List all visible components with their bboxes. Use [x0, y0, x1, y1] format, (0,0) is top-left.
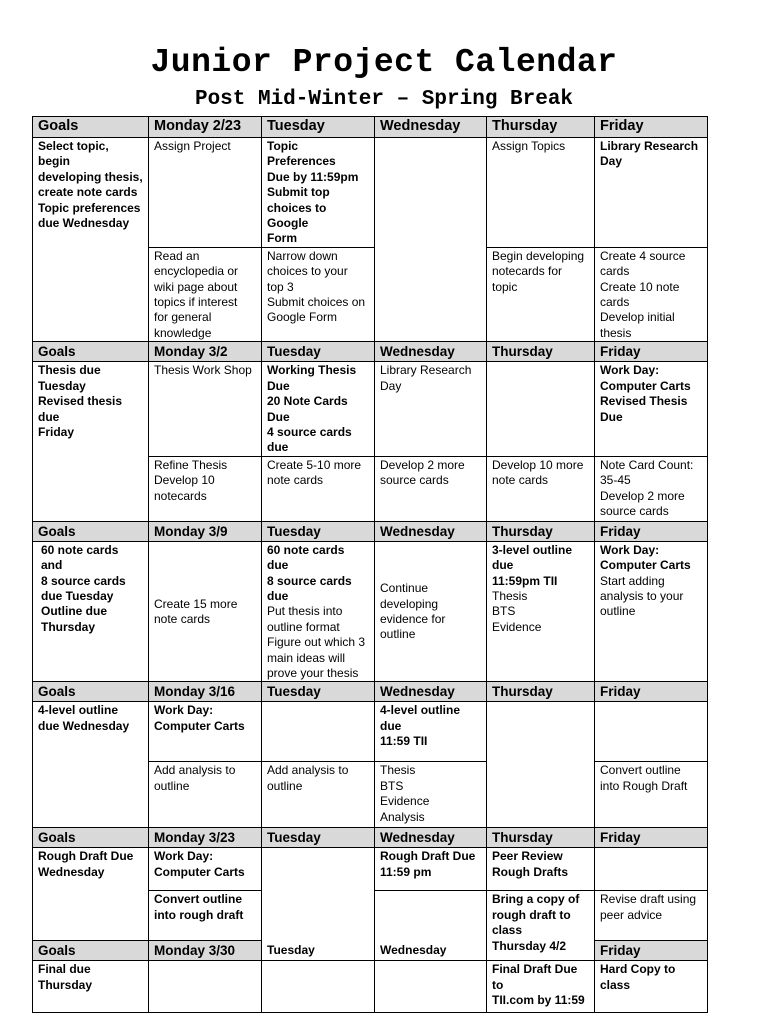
cell-line: Working Thesis [267, 363, 357, 378]
goal-cell [33, 541, 149, 682]
cell-line: outline [600, 604, 636, 619]
cell-line: Computer Carts [600, 378, 691, 393]
cell-line: Develop 2 more [380, 457, 465, 472]
day-cell [375, 541, 487, 682]
cell-line: outline [267, 778, 303, 793]
cell-line: Work Day: [154, 849, 214, 864]
week4-header-row [33, 682, 708, 702]
cell-line: Library Research [600, 139, 699, 153]
cell-line: wiki page about [154, 279, 238, 294]
cell-line: Read an [154, 248, 200, 263]
cell-line: due Wednesday [38, 216, 130, 231]
header-tuesday: Tuesday [267, 942, 315, 957]
day-cell-text [154, 597, 256, 628]
header-monday: Monday 3/9 [149, 521, 262, 541]
header-monday: Monday 3/16 [149, 682, 262, 702]
cell-line: Rough Draft Due [38, 849, 134, 864]
cell-line: Topic Preferences [267, 139, 336, 169]
cell-line: outline format [267, 619, 340, 634]
header-thursday: Thursday 4/2 [492, 938, 567, 953]
cell-line: Submit choices on [267, 295, 366, 310]
cell-line: Evidence [492, 619, 542, 634]
header-friday: Friday [595, 117, 708, 138]
cell-line: Figure out which 3 [267, 635, 366, 650]
day-cell [375, 138, 487, 342]
cell-line: Thesis Work Shop [154, 363, 252, 378]
cell-line: Develop 10 [154, 473, 215, 488]
day-cell [375, 456, 487, 521]
cell-line: Computer Carts [600, 558, 691, 573]
cell-line: Create 5-10 more [267, 457, 362, 472]
cell-line: top 3 [267, 279, 294, 294]
cell-line: rough draft to [492, 907, 571, 922]
header-thursday: Thursday [487, 521, 595, 541]
header-friday: Friday [595, 828, 708, 848]
day-cell [487, 848, 595, 891]
week2-header-row [33, 342, 708, 362]
day-cell [487, 541, 595, 682]
cell-line: Thesis due [38, 363, 101, 378]
day-cell-text [492, 589, 589, 635]
day-cell [487, 891, 595, 961]
cell-line: cards [600, 295, 630, 310]
cell-line: source cards [600, 503, 669, 518]
day-cell-text [492, 892, 589, 938]
cell-line: evidence for [380, 612, 446, 627]
cell-line: Due [600, 409, 623, 424]
cell-line: Day [600, 154, 623, 169]
cell-line: 11:59 pm [380, 864, 432, 879]
day-cell [487, 138, 595, 248]
day-cell [375, 891, 487, 961]
cell-line: Develop 2 more [600, 488, 685, 503]
cell-line: for general [154, 310, 212, 325]
cell-line: Peer Review [492, 849, 563, 864]
day-cell [262, 138, 375, 248]
day-cell [487, 362, 595, 456]
week6-row [33, 961, 708, 1013]
cell-line: Add analysis to [267, 763, 349, 778]
cell-line: Day [380, 378, 402, 393]
cell-line: 60 note cards due [267, 542, 345, 573]
cell-line: into Rough Draft [600, 778, 688, 793]
cell-line: Convert outline [154, 892, 243, 907]
cell-line: 3-level outline due [492, 542, 573, 573]
cell-line: outline [380, 627, 416, 642]
cell-line: Rough Drafts [492, 864, 568, 879]
cell-line: Select topic, begin [38, 139, 109, 169]
header-friday: Friday [595, 521, 708, 541]
cell-line: Final due [38, 962, 91, 977]
cell-line: notecards [154, 488, 207, 503]
cell-line: create note cards [38, 185, 138, 200]
day-cell [375, 362, 487, 456]
day-cell [595, 138, 708, 248]
week5-header-row [33, 828, 708, 848]
cell-line: topics if interest [154, 295, 238, 310]
day-cell [375, 702, 487, 762]
cell-line: Develop initial [600, 310, 675, 325]
day-cell [149, 762, 262, 828]
cell-line: cards [600, 264, 630, 279]
cell-line: Computer Carts [154, 718, 245, 733]
cell-line: due Tuesday [41, 588, 114, 603]
week1-header-row [33, 117, 708, 138]
cell-line: Bring a copy of [492, 892, 580, 907]
cell-line: Develop 10 more [492, 457, 584, 472]
day-cell [262, 247, 375, 341]
cell-line: choices to Google [267, 200, 327, 231]
day-cell [262, 702, 375, 762]
day-cell [595, 891, 708, 941]
cell-line: outline [154, 778, 190, 793]
header-thursday: Thursday [487, 117, 595, 138]
header-wednesday: Wednesday [375, 682, 487, 702]
cell-line: Thesis [492, 588, 528, 603]
day-cell [595, 961, 708, 1013]
cell-line: class [492, 923, 523, 938]
cell-line: Tuesday [38, 378, 86, 393]
day-cell [375, 762, 487, 828]
day-cell [487, 702, 595, 828]
cell-line: Work Day: [154, 703, 214, 718]
goal-cell [33, 362, 149, 521]
header-wednesday: Wednesday [380, 942, 447, 957]
cell-line: developing [380, 596, 439, 611]
header-tuesday: Tuesday [262, 117, 375, 138]
day-cell [595, 541, 708, 682]
cell-line: note cards [154, 612, 211, 627]
cell-line: Create 15 more [154, 596, 238, 611]
day-cell [262, 762, 375, 828]
header-wednesday: Wednesday [375, 117, 487, 138]
header-friday: Friday [595, 941, 708, 961]
day-cell [149, 702, 262, 762]
cell-line: due Wednesday [38, 718, 130, 733]
header-goals: Goals [33, 117, 149, 138]
page-subtitle: Post Mid-Winter – Spring Break [194, 88, 574, 111]
cell-line: Thursday [38, 977, 93, 992]
cell-line: prove your thesis [267, 665, 359, 680]
cell-line: Convert outline [600, 763, 681, 778]
header-monday: Monday 3/30 [149, 941, 262, 961]
cell-line: Thesis [380, 763, 416, 778]
day-cell-due [492, 543, 589, 589]
cell-line: 4 source cards due [267, 424, 352, 455]
header-goals: Goals [33, 342, 149, 362]
day-cell-due [600, 543, 702, 574]
cell-line: Work Day: [600, 363, 660, 378]
day-cell [595, 702, 708, 762]
cell-line: Due [267, 378, 290, 393]
cell-line: choices to your [267, 264, 348, 279]
cell-line: BTS [492, 604, 516, 619]
day-cell [595, 247, 708, 341]
cell-line: Revised Thesis [600, 394, 688, 409]
cell-line: 8 source cards [41, 573, 126, 588]
day-cell [595, 848, 708, 891]
cell-line: developing thesis, [38, 169, 143, 184]
cell-line: Outline due [41, 604, 107, 619]
cell-line: Continue [380, 581, 429, 596]
day-cell [149, 891, 262, 941]
cell-line: Begin developing [492, 248, 585, 263]
goal-cell [33, 138, 149, 342]
day-cell [487, 456, 595, 521]
day-cell-text [267, 604, 369, 681]
header-friday: Friday [595, 342, 708, 362]
cell-line: Revise draft using [600, 892, 697, 907]
day-cell [262, 541, 375, 682]
cell-line: 4-level outline due [380, 703, 461, 733]
cell-line: source cards [380, 473, 449, 488]
day-cell [487, 247, 595, 341]
cell-line: Google Form [267, 310, 338, 325]
cell-line: Narrow down [267, 248, 338, 263]
cell-line: 35-45 [600, 473, 631, 488]
day-cell [149, 138, 262, 248]
day-cell [487, 961, 595, 1013]
cell-line: 60 note cards and [41, 542, 119, 573]
cell-line: Rough Draft Due [380, 849, 476, 864]
cell-line: 8 source cards due [267, 573, 352, 603]
header-tuesday: Tuesday [262, 342, 375, 362]
header-wednesday: Wednesday [375, 342, 487, 362]
header-thursday: Thursday [487, 828, 595, 848]
cell-line: Wednesday [38, 864, 105, 879]
cell-line: analysis to your [600, 588, 684, 603]
day-cell [149, 362, 262, 456]
cell-line: BTS [380, 778, 404, 793]
cell-line: Add analysis to [154, 763, 236, 778]
header-tuesday: Tuesday [262, 828, 375, 848]
header-tuesday: Tuesday [262, 682, 375, 702]
cell-line: Library Research [380, 363, 472, 378]
day-cell [375, 961, 487, 1013]
header-thursday: Thursday [487, 682, 595, 702]
header-thursday: Thursday [487, 342, 595, 362]
cell-line: 20 Note Cards Due [267, 394, 348, 424]
day-cell [262, 362, 375, 456]
cell-line: Start adding [600, 573, 665, 588]
cell-line: 11:59pm TII [492, 573, 558, 588]
cell-line: thesis [600, 325, 632, 340]
cell-line: Refine Thesis [154, 457, 228, 472]
day-cell [595, 362, 708, 456]
cell-line: Computer Carts [154, 864, 245, 879]
cell-line: Form [267, 231, 297, 246]
cell-line: main ideas will [267, 650, 346, 665]
day-cell [149, 247, 262, 341]
calendar-table [32, 116, 708, 1013]
cell-line: notecards for topic [492, 264, 563, 294]
cell-line: Hard Copy to class [600, 962, 676, 992]
cell-line: Submit top [267, 185, 330, 200]
cell-line: 11:59 TII [380, 734, 428, 749]
day-cell [262, 961, 375, 1013]
day-cell [262, 848, 375, 961]
cell-line: peer advice [600, 907, 663, 922]
cell-line: Put thesis into [267, 604, 343, 619]
cell-line: Note Card Count: [600, 457, 694, 472]
cell-line: Work Day: [600, 542, 660, 557]
day-cell [262, 456, 375, 521]
page-title: Junior Project Calendar [150, 44, 618, 81]
cell-line: Analysis [380, 809, 425, 824]
day-cell [595, 456, 708, 521]
cell-line: Evidence [380, 794, 430, 809]
cell-line: 4-level outline [38, 703, 119, 718]
week1-row1 [33, 138, 708, 248]
cell-line: Assign Project [154, 139, 231, 153]
day-cell-text [600, 574, 702, 620]
week4-row1 [33, 702, 708, 762]
cell-line: TII.com by 11:59 [492, 993, 585, 1008]
header-tuesday: Tuesday [262, 521, 375, 541]
day-cell [149, 961, 262, 1013]
cell-line: knowledge [154, 325, 212, 340]
goal-cell [33, 702, 149, 828]
cell-line: note cards [492, 473, 549, 488]
week3-row [33, 541, 708, 682]
header-monday: Monday 2/23 [149, 117, 262, 138]
day-cell-text [380, 581, 481, 643]
goal-cell [33, 848, 149, 941]
day-cell [595, 762, 708, 828]
header-wednesday: Wednesday [375, 828, 487, 848]
week3-header-row [33, 521, 708, 541]
day-cell [149, 456, 262, 521]
cell-line: Final Draft Due to [492, 962, 578, 992]
day-cell [149, 848, 262, 891]
cell-line: Friday [38, 424, 75, 439]
week2-row1 [33, 362, 708, 456]
cell-line: Create 4 source [600, 248, 686, 263]
header-goals: Goals [33, 521, 149, 541]
cell-line: into rough draft [154, 907, 244, 922]
day-cell [149, 541, 262, 682]
header-monday: Monday 3/23 [149, 828, 262, 848]
cell-line: Topic preferences [38, 200, 141, 215]
cell-line: Thursday [41, 619, 96, 634]
header-goals: Goals [33, 828, 149, 848]
header-monday: Monday 3/2 [149, 342, 262, 362]
cell-line: Assign Topics [492, 139, 566, 153]
cell-line: note cards [267, 473, 324, 488]
cell-line: Create 10 note [600, 279, 680, 294]
week5-row1 [33, 848, 708, 891]
header-goals: Goals [33, 682, 149, 702]
cell-line: Revised thesis due [38, 394, 123, 424]
cell-line: encyclopedia or [154, 264, 239, 279]
goal-cell [33, 961, 149, 1013]
header-wednesday: Wednesday [375, 521, 487, 541]
day-cell-due [267, 543, 369, 605]
header-friday: Friday [595, 682, 708, 702]
header-goals: Goals [33, 941, 149, 961]
day-cell [375, 848, 487, 891]
cell-line: Due by 11:59pm [267, 169, 359, 184]
